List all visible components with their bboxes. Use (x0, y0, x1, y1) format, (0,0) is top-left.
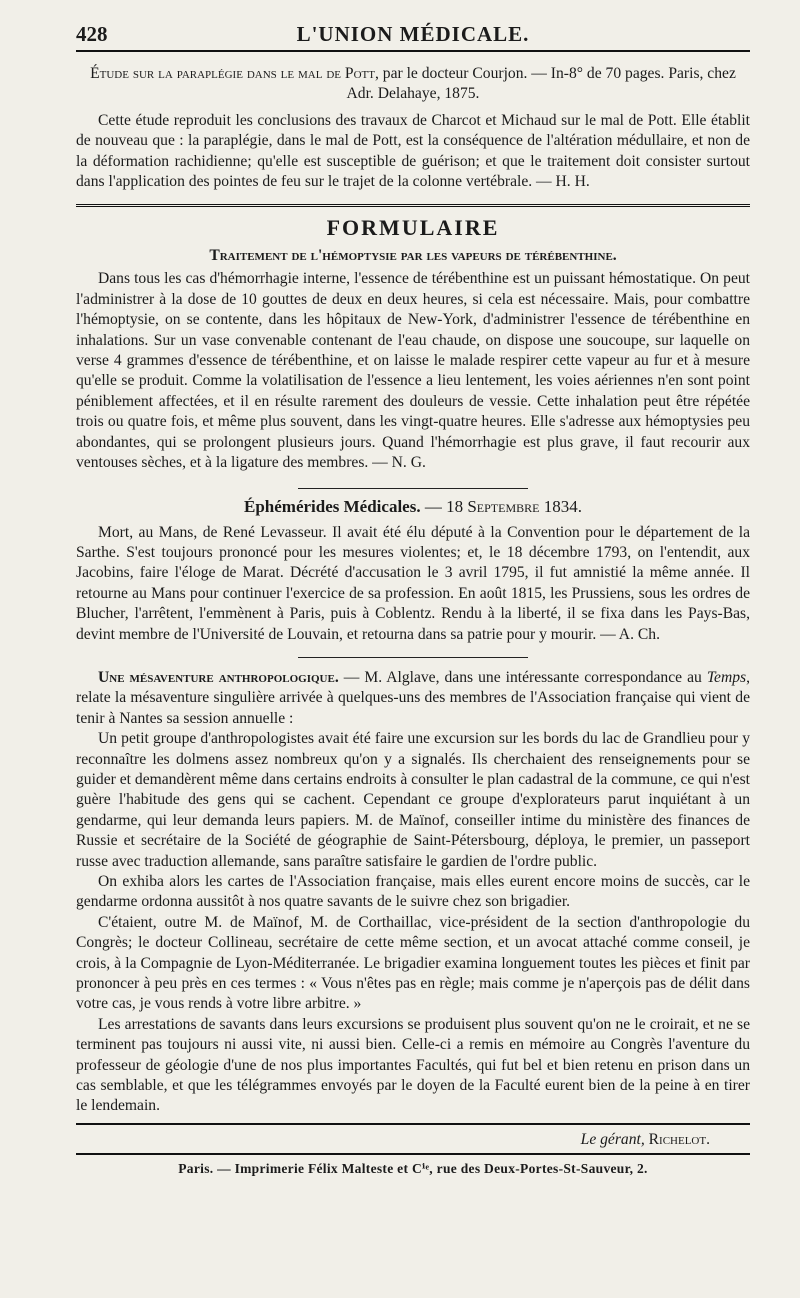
gerant-label: Le gérant, (580, 1130, 645, 1148)
separator-rule (298, 488, 528, 489)
mesaventure-temps: Temps (706, 668, 747, 686)
mesaventure-intro-b: , relate la mésaventure singulière arrivée à quelques-uns des membres de l'Association française qui vient de tenir à Nantes sa session annuelle : (76, 668, 751, 727)
gerant-signoff (76, 1131, 750, 1149)
running-head (76, 0, 750, 50)
mesaventure-p4: Les arrestations de savants dans leurs excursions se produisent plus souvent qu'on ne le croirait, et ne se terminent pas toujours ni aussi vite, ni aussi bien. Celle-ci a remis en mémoire au Congrès l'aventure du professeur de géologie d'une de nos plus importantes Facultés, qui fut bel et bien retenu en prison dans un cas semblable, et que les télégrammes envoyés par le doyen de la Faculté eurent bien de la peine à en tirer le lendemain. (76, 1015, 750, 1115)
formulaire-subtitle: Traitement de l'hémoptysie par les vapeurs de térébenthine. (209, 247, 617, 265)
review-biblio-rest: par le docteur Courjon. — In-8° de 70 pages. Paris, chez Adr. Delahaye, 1875. (346, 65, 736, 103)
mesaventure-p2: On exhiba alors les cartes de l'Association française, mais elles eurent encore moins de succès, car le gendarme ordonna aussitôt à nos quatre savants de le suivre chez son brigadier. (76, 873, 750, 911)
mesaventure-intro (76, 668, 750, 729)
separator-rule-2 (298, 657, 528, 658)
gerant-name: Richelot. (644, 1130, 710, 1148)
ephemerides-heading (76, 497, 750, 517)
mesaventure-p1: Un petit groupe d'anthropologistes avait été faire une excursion sur les bords du lac de Grandlieu pour y reconnaître les dolmens assez nombreux qu'on y a signalés. Ils cherchaient des renseignements pour se guider et demandèrent même dans certains endroits à consulter le plan cadastral de la commune, ce qui n'est guère l'habitude des gens qui se cachent. Cependant ce groupe d'explorateurs parut inquiétant à un gendarme, qui leur demanda leurs papiers. M. de Maïnof, conseiller intime du ministère des finances de Russie et secrétaire de la Société de géographie de Saint-Pétersbourg, déploya, le premier, un passeport russe avec traduction allemande, sans paraître satisfaire le gardien de l'ordre public. (76, 730, 750, 870)
formulaire-title: FORMULAIRE (326, 215, 500, 241)
ephemerides-body: Mort, au Mans, de René Levasseur. Il avait été élu député à la Convention pour le département de la Sarthe. S'est toujours prononcé pour les mesures violentes; et, le 18 décembre 1793, on l'entendit, aux Jacobins, faire l'éloge de Marat. Décrété d'accusation le 3 avril 1795, il fut amnistié la même année. Il retourne au Mans pour continuer l'exercice de sa profession. En août 1815, les Prussiens, sous les ordres de Blucher, l'arrêtent, l'emmènent à Paris, puis à Coblentz. Rendu à la liberté, il se fixa dans les Pays-Bas, devint membre de l'Université de Louvain, et retourna dans sa patrie pour y mourir. — A. Ch. (76, 523, 750, 643)
page-number: 428 (76, 22, 108, 46)
section-rule (76, 204, 750, 207)
mesaventure-p3: C'étaient, outre M. de Maïnof, M. de Corthaillac, vice-président de la section d'anthropologie du Congrès; le docteur Collineau, secrétaire de cette même section, et un avocat attaché comme conseil, je crois, à la Compagnie de Lyon-Méditerranée. Le brigadier examina longuement toutes les pièces et finit par prononcer à peu près en ces termes : « Vous n'êtes pas en règle; mais comme je n'aperçois pas de délit dans votre cas, je vous rends à votre libre arbitre. » (76, 913, 750, 1013)
running-title: L'UNION MÉDICALE. (296, 22, 530, 46)
formulaire-body: Dans tous les cas d'hémorrhagie interne, l'essence de térébenthine est un puissant hémostatique. On peut l'administrer à la dose de 10 gouttes de deux en deux heures, si cela est nécessaire. Mais, pour combattre l'hémoptysie, on se contente, dans les hôpitaux de New-York, d'administrer l'essence de térébenthine en inhalations. Sur un vase convenable contenant de l'eau chaude, on dispose une soucoupe, sur laquelle on verse 4 grammes d'essence de térébenthine, et on laisse le malade respirer cette vapeur au fur et à mesure qu'elle se produit. Comme la volatilisation de l'essence a lieu lentement, les voies aériennes n'en sont point péniblement affectées, et il en résulte rarement des douleurs de vessie. Cette inhalation peut être répétée trois ou quatre fois, et même plus souvent, dans les vingt-quatre heures. Elle s'adresse aux hémoptysies peu abondantes, qui se prolongent plusieurs jours. Quand l'hémorrhagie est plus grave, il faut recourir aux ventouses sèches, et à la ligature des membres. — N. G. (76, 270, 750, 472)
mesaventure-heading: Une mésaventure anthropologique. (98, 668, 339, 686)
imprint-rule (76, 1153, 750, 1155)
ephemerides-date: — 18 Septembre 1834. (420, 496, 582, 516)
review-body: Cette étude reproduit les conclusions des travaux de Charcot et Michaud sur le mal de Pott. Elle établit de nouveau que : la paraplégie, dans le mal de Pott, est la conséquence de l'altération médullaire, et non de la déformation rachidienne; qu'elle est susceptible de guérison; et que le traitement doit consister surtout dans l'application des pointes de feu sur le trajet de la colonne vertébrale. — H. H. (76, 111, 750, 191)
mesaventure-intro-a: — M. Alglave, dans une intéressante correspondance au (338, 668, 707, 686)
review-biblio-title: Étude sur la paraplégie dans le mal de Pott, (90, 65, 379, 82)
footer-rule (76, 1123, 750, 1125)
ephemerides-title: Éphémérides Médicales. (244, 496, 421, 516)
review-biblio (76, 64, 750, 105)
imprint: Paris. — Imprimerie Félix Malteste et Cⁱᵉ, rue des Deux-Portes-St-Sauveur, 2. (178, 1160, 648, 1176)
